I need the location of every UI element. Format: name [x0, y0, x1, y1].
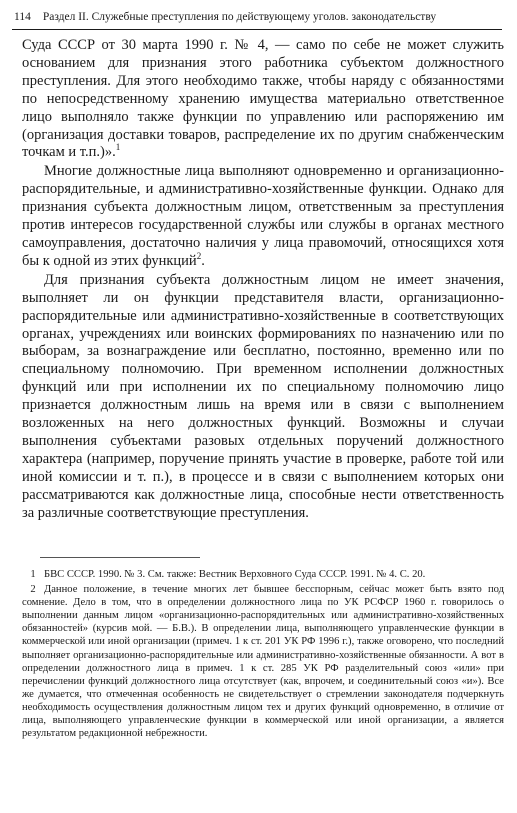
footnote-ref-2: 2 — [196, 251, 202, 262]
paragraph-3-text: Для признания субъекта должностным лицом не имеет значения, выполняет ли он функции представителя власти, организационно-распорядительные или административно-хозяйственные в соответствующих органах, учреждениях или воинских формированиях по назначению или по выборам, за вознаграждение или бесплатно, постоянно, временно или по специальному полномочию. При временном исполнении должностных функций или при исполнении их по специальному полномочию лицо признается должностным лишь на время или в связи с выполнением возложенных на него должностных функций. Возможны и случаи выполнения субъектами разовых отдельных поручений должностного характера (например, поручение принять участие в проверке, работе той или иной комиссии и т. п.), в процессе и в связи с выполнением которых они рассматриваются как должностные лица, способные нести ответственность за различные соответствующие преступления. — [22, 271, 504, 521]
header-rule — [12, 29, 502, 30]
paragraph-2: Многие должностные лица выполняют одновременно и организационно-распорядительные, и административно-хозяйственные функции. Однако для признания субъекта должностным лицом, ответственным за преступления против интересов государственной службы или службы в органах местного самоуправления, достаточно наличия у лица правомочий, относящихся хотя бы к одной из этих функций$^2$. — [22, 163, 504, 269]
footnote-2-text: Данное положение, в течение многих лет бывшее бесспорным, сейчас может быть взято под сомнение. Дело в том, что в определении должностного лица по УК РСФСР 1960 г. говорилось о выполнении данным лицом «организационно-распорядительных или административно-хозяйственных обязанностей» (курсив мой. — Б.В.). В определении лица, выполняющего управленческие функции в коммерческой или иной организации (примеч. 1 к ст. 201 УК РФ 1996 г.), также оговорено, что последний выполняет организационно-распорядительные или административно-хозяйственные обязанности. А вот в определении должностного лица в примеч. 1 к ст. 285 УК РФ разделительный союз «или» при перечислении функций должностного лица отсутствует (как, впрочем, и соединительный союз «и»). Все же думается, что отмеченная особенность не свидетельствует о стремлении законодателя подчеркнуть необходимость осуществления должностным лицом тех и других функций одновременно, в отличие от лица, выполняющего управленческие функции в коммерческой или иной организации, а является результатом редакционной небрежности. — [22, 584, 504, 740]
footnote-1-text: БВС СССР. 1990. № 3. См. также: Вестник Верховного Суда СССР. 1991. № 4. С. 20. — [44, 569, 426, 580]
paragraph-1 — [22, 37, 504, 162]
footnote-1 — [22, 568, 504, 581]
footnote-ref-1: 1 — [115, 142, 121, 153]
footnote-separator — [40, 557, 200, 558]
paragraph-2-text: Многие должностные лица выполняют одновременно и организационно-распорядительные, и административно-хозяйственные функции. Однако для признания субъекта должностным лицом, ответственным за преступления против интересов государственной службы или службы в органах местного самоуправления, достаточно наличия у лица правомочий, относящихся хотя бы к одной из этих функций — [22, 163, 504, 269]
running-header — [14, 10, 504, 24]
running-title: Раздел II. Служебные преступления по действующему уголов. законодательству — [42, 11, 437, 23]
page-number: 114 — [14, 11, 31, 23]
paragraph-1-text: Суда СССР от 30 марта 1990 г. № 4, — само по себе не может служить основанием для признания этого работника субъектом должностного преступления. Для этого необходимо также, чтобы наряду с обязанностями по непосредственному хранению имущества материально ответственное лицо выполняло также функции по управлению или распоряжению им (организация доставки товаров, распределение их по другим снабженческим точкам и т.п.)». — [22, 37, 504, 161]
footnote-2-number: 2 — [30, 584, 36, 596]
footnote-1-number: 1 — [30, 569, 36, 580]
main-text — [22, 37, 504, 522]
paragraph-3 — [22, 272, 504, 523]
footnotes — [22, 568, 504, 742]
footnote-2 — [22, 583, 504, 740]
